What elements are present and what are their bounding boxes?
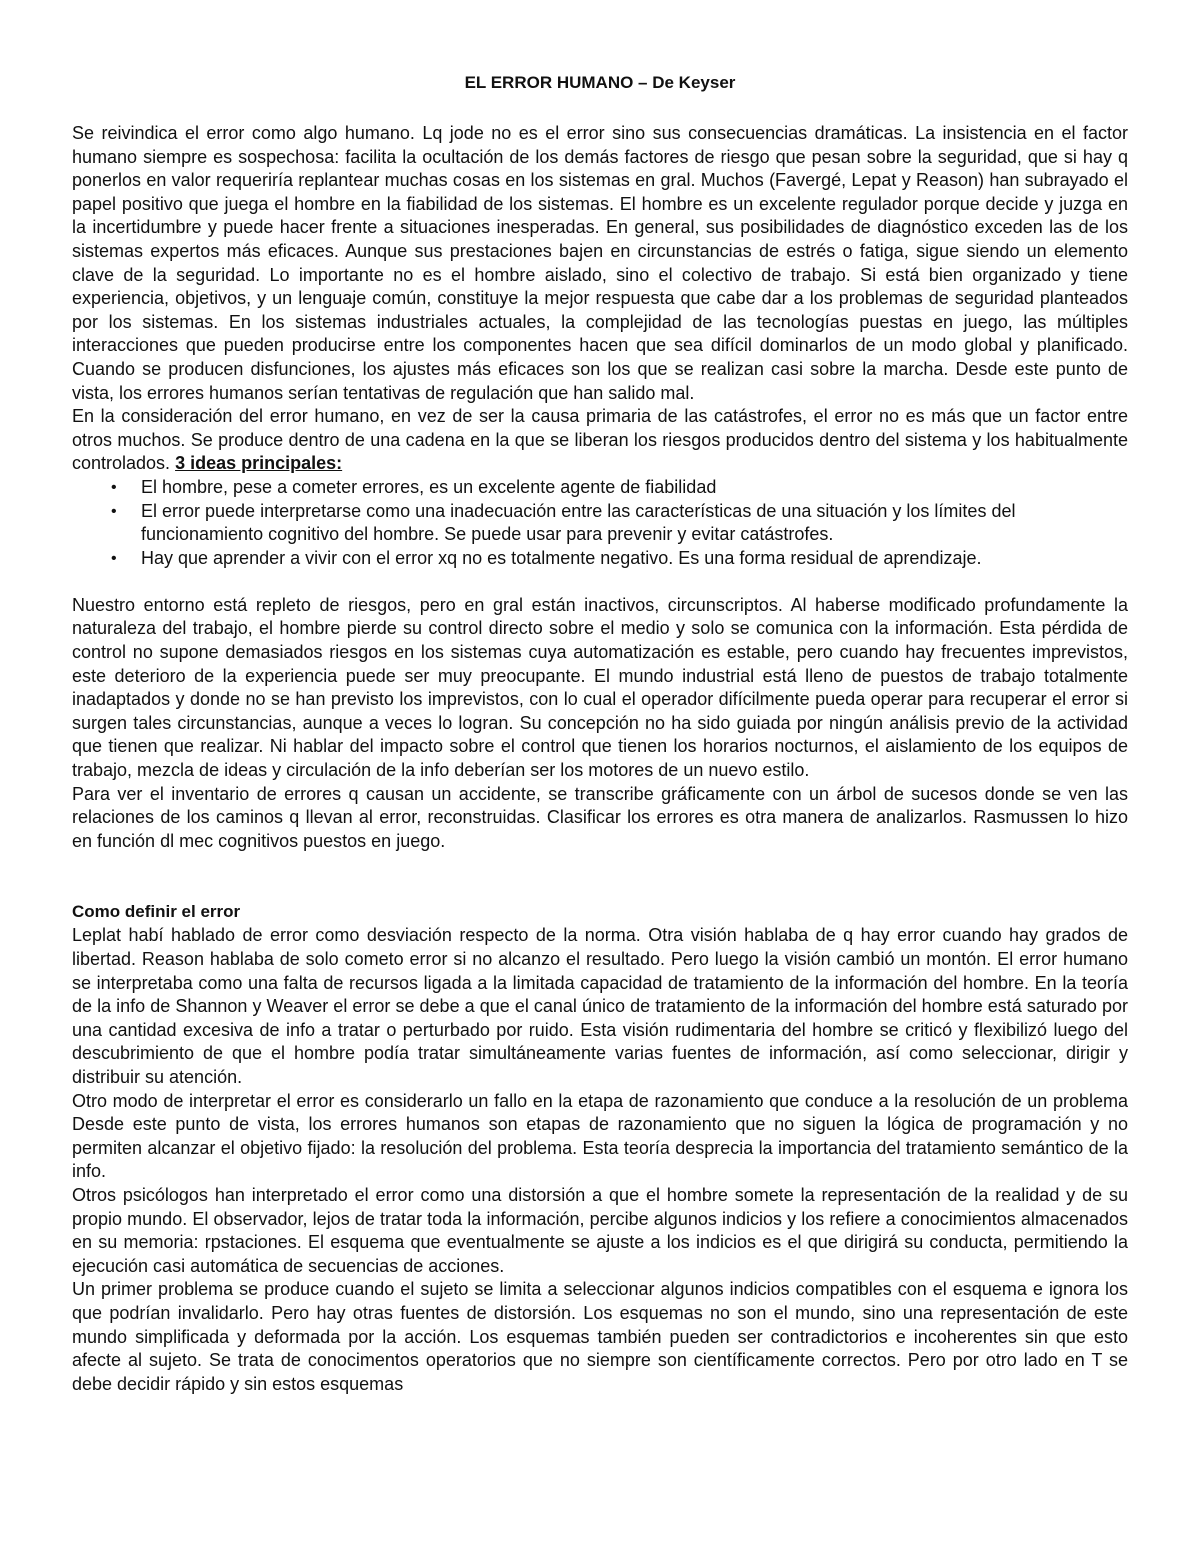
definition-paragraph-4: Un primer problema se produce cuando el sujeto se limita a seleccionar algunos indicios compatibles con el esquema e ignora los que podrían invalidarlo. Pero hay otras fuentes de distorsión. Los esquemas no son el mundo, sino una representación de este mundo simplificada y deformada por la acción. Los esquemas también pueden ser contradictorios e incoherentes sin que esto afecte al sujeto. Se trata de conocimentos operatorios que no siempre son científicamente correctos. Pero por otro lado en T se debe decidir rápido y sin estos esquemas bbox=[72, 1279, 1128, 1394]
list-item bbox=[111, 547, 1128, 571]
list-item-text: El error puede interpretarse como una inadecuación entre las características de una situación y los límites del funcionamiento cognitivo del hombre. Se puede usar para prevenir y evitar catástrofes. bbox=[141, 500, 1016, 545]
list-item bbox=[111, 500, 1128, 547]
environment-paragraph-1: Nuestro entorno está repleto de riesgos, pero en gral están inactivos, circunscriptos. Al haberse modificado profundamente la naturaleza del trabajo, el hombre pierde su control directo sobre el medio y solo se comunica con la información. Esta pérdida de control no supone demasiados riesgos en los sistemas cuya automatización es estable, pero cuando hay frecuentes imprevistos, este deterioro de la experiencia puede ser muy preocupante. El mundo industrial está lleno de puestos de trabajo totalmente inadaptados y donde no se han previsto los imprevistos, con lo cual el operador difícilmente pueda operar para recuperar el error si surgen tales circunstancias, aunque a veces lo logran. Su concepción no ha sido guiada por ningún análisis previo de la actividad que tienen que realizar. Ni hablar del impacto sobre el control que tienen los horarios nocturnos, el aislamiento de los equipos de trabajo, mezcla de ideas y circulación de la info deberían ser los motores de un nuevo estilo. bbox=[72, 594, 1128, 781]
definition-paragraph-1: Leplat habí hablado de error como desviación respecto de la norma. Otra visión hablaba de q hay error cuando hay grados de libertad. Reason hablaba de solo cometo error si no alcanzo el resultado. Pero luego la visión cambió un montón. El error humano se interpretaba como una falta de recursos ligada a la limitada capacidad de tratamiento de la información del hombre. En la teoría de la info de Shannon y Weaver el error se debe a que el canal único de tratamiento de la información del hombre está saturado por una cantidad excesiva de info a tratar o perturbado por ruido. Esta visión rudimentaria del hombre se criticó y flexibilizó luego del descubrimiento de que el hombre podía tratar simultáneamente varias fuentes de información, así como seleccionar, dirigir y distribuir su atención. bbox=[72, 925, 1128, 1087]
definition-paragraph-3: Otros psicólogos han interpretado el error como una distorsión a que el hombre somete la representación de la realidad y de su propio mundo. El observador, lejos de tratar toda la información, percibe algunos indicios y los refiere a conocimientos almacenados en su memoria: rpstaciones. El esquema que eventualmente se ajuste a los indicios es el que dirigirá su conducta, permitiendo la ejecución casi automática de secuencias de acciones. bbox=[72, 1184, 1128, 1276]
intro-paragraph-2 bbox=[72, 405, 1128, 476]
main-ideas-list bbox=[72, 476, 1128, 570]
spacer bbox=[72, 853, 1128, 900]
list-item-text: El hombre, pese a cometer errores, es un excelente agente de fiabilidad bbox=[141, 476, 717, 497]
spacer bbox=[72, 570, 1128, 594]
section-heading: Como definir el error bbox=[72, 902, 241, 922]
intro-paragraph-2-text: En la consideración del error humano, en vez de ser la causa primaria de las catástrofes, el error no es más que un factor entre otros muchos. Se produce dentro de una cadena en la que se liberan los riesgos producidos dentro del sistema y los habitualmente controlados. bbox=[72, 406, 1128, 474]
main-ideas-label: 3 ideas principales: bbox=[175, 453, 343, 474]
document-title: EL ERROR HUMANO – De Keyser bbox=[464, 73, 736, 92]
bullet-icon: • bbox=[111, 549, 117, 567]
definition-paragraph-2: Otro modo de interpretar el error es considerarlo un fallo en la etapa de razonamiento que conduce a la resolución de un problema Desde este punto de vista, los errores humanos son etapas de razonamiento que no siguen la lógica de programación y no permiten alcanzar el objetivo fijado: la resolución del problema. Esta teoría desprecia la importancia del tratamiento semántico de la info. bbox=[72, 1090, 1128, 1182]
list-item-text: Hay que aprender a vivir con el error xq no es totalmente negativo. Es una forma residual de aprendizaje. bbox=[141, 547, 982, 568]
environment-paragraph-2: Para ver el inventario de errores q causan un accidente, se transcribe gráficamente con un árbol de sucesos donde se ven las relaciones de los caminos q llevan al error, reconstruidas. Clasificar los errores es otra manera de analizarlos. Rasmussen lo hizo en función dl mec cognitivos puestos en juego. bbox=[72, 783, 1128, 851]
bullet-icon: • bbox=[111, 502, 117, 520]
bullet-icon: • bbox=[111, 478, 117, 496]
list-item bbox=[111, 476, 1128, 500]
intro-paragraph-1: Se reivindica el error como algo humano. Lq jode no es el error sino sus consecuencias dramáticas. La insistencia en el factor humano siempre es sospechosa: facilita la ocultación de los demás factores de riesgo que pesan sobre la seguridad, que si hay q ponerlos en valor requeriría replantear muchas cosas en los sistemas en gral. Muchos (Favergé, Lepat y Reason) han subrayado el papel positivo que juega el hombre en la fiabilidad de los sistemas. El hombre es un excelente regulador porque decide y juzga en la incertidumbre y puede hacer frente a situaciones inesperadas. En general, sus posibilidades de diagnóstico exceden las de los sistemas expertos más eficaces. Aunque sus prestaciones bajen en circunstancias de estrés o fatiga, sigue siendo un elemento clave de la seguridad. Lo importante no es el hombre aislado, sino el colectivo de trabajo. Si está bien organizado y tiene experiencia, objetivos, y un lenguaje común, constituye la mejor respuesta que cabe dar a los problemas de seguridad planteados por los sistemas. En los sistemas industriales actuales, la complejidad de las tecnologías puestas en juego, las múltiples interacciones que pueden producirse entre los componentes hacen que sea difícil dominarlos de un modo global y planificado. Cuando se producen disfunciones, los ajustes más eficaces son los que se realizan casi sobre la marcha. Desde este punto de vista, los errores humanos serían tentativas de regulación que han salido mal. bbox=[72, 123, 1128, 403]
